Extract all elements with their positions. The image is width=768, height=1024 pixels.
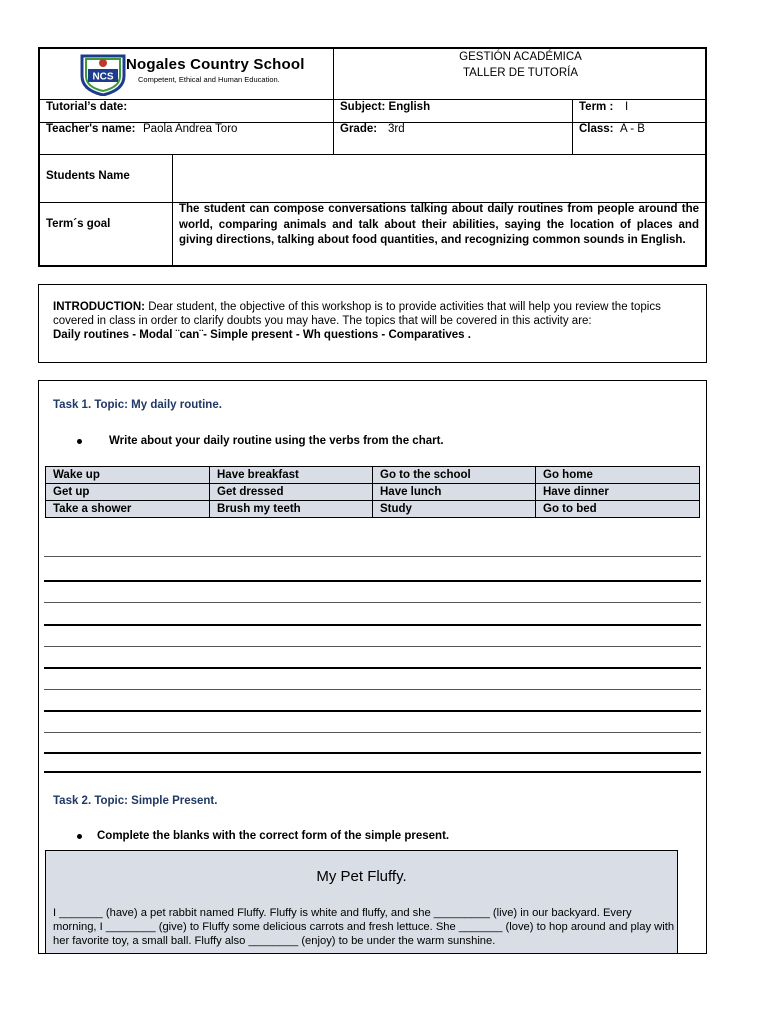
verb-cell: Study: [373, 501, 536, 518]
writing-line[interactable]: [44, 580, 701, 582]
class-value: A - B: [620, 123, 645, 135]
writing-line[interactable]: [44, 624, 701, 626]
tutorial-date-label: Tutorial’s date:: [46, 101, 128, 113]
grade-label: Grade:: [340, 123, 378, 135]
table-row: [46, 484, 700, 501]
writing-line[interactable]: [44, 732, 701, 733]
verb-cell: Have lunch: [373, 484, 536, 501]
task1-instruction: Write about your daily routine using the verbs from the chart.: [109, 435, 444, 447]
writing-line[interactable]: [44, 689, 701, 690]
grade-value: 3rd: [388, 123, 405, 135]
document-title-line1: GESTIÓN ACADÉMICA: [459, 51, 582, 63]
crest-icon: [78, 52, 128, 96]
term-goal-label: Term´s goal: [46, 218, 111, 230]
school-logo: [78, 52, 328, 96]
story-text: I _______ (have) a pet rabbit named Fluffy. Fluffy is white and fluffy, and she _________ (live) in our backyard. Every morning, I ________ (give) to Fluffy some delicious carrots and fresh lettuce. She _______ (love) to hop around and play with her favorite toy, a small ball. Fluffy also ________ (enjoy) to be under the warm sunshine.: [53, 907, 675, 947]
header-divider: [38, 99, 707, 100]
writing-line[interactable]: [44, 752, 701, 754]
verb-cell: Have dinner: [536, 484, 700, 501]
task2-instruction: Complete the blanks with the correct form of the simple present.: [97, 830, 450, 842]
verb-cell: Go home: [536, 467, 700, 484]
header-divider: [38, 154, 707, 155]
introduction-paragraph: [53, 300, 693, 342]
verb-cell: Wake up: [46, 467, 210, 484]
table-row: [46, 501, 700, 518]
story-title: My Pet Fluffy.: [316, 868, 407, 885]
writing-line[interactable]: [44, 602, 701, 603]
school-name: Nogales Country School: [126, 56, 305, 73]
header-divider: [333, 47, 334, 155]
document-title-line2: TALLER DE TUTORÍA: [462, 67, 579, 79]
header-divider: [572, 99, 573, 155]
teacher-value: Paola Andrea Toro: [143, 123, 238, 135]
term-goal-text: The student can compose conversations talking about daily routines from people around the world, comparing animals and talk about their abilities, saying the location of places and giving directions, talking about food quantities, and recognizing common sounds in English.: [179, 203, 699, 246]
introduction-text: Dear student, the objective of this workshop is to provide activities that will help you review the topics covered in class in order to clarify doubts you may have. The topics that will be covered in this activity are:: [53, 301, 661, 327]
task1-title: Task 1. Topic: My daily routine.: [53, 399, 222, 411]
bullet-icon: [77, 834, 82, 839]
writing-line[interactable]: [44, 710, 701, 712]
writing-line[interactable]: [44, 556, 701, 557]
subject-label: Subject: English: [340, 101, 431, 113]
introduction-topics: Daily routines - Modal ¨can¨- Simple present - Wh questions - Comparatives .: [53, 329, 471, 341]
term-value: I: [625, 101, 629, 113]
verbs-table: [45, 466, 700, 518]
writing-line[interactable]: [44, 646, 701, 647]
verb-cell: Brush my teeth: [210, 501, 373, 518]
writing-line[interactable]: [44, 771, 701, 773]
school-tagline: Competent, Ethical and Human Education.: [138, 75, 280, 84]
task2-title: Task 2. Topic: Simple Present.: [53, 795, 218, 807]
bullet-icon: [77, 439, 82, 444]
writing-line[interactable]: [44, 667, 701, 669]
verb-cell: Get dressed: [210, 484, 373, 501]
class-label: Class:: [579, 123, 614, 135]
table-row: [46, 467, 700, 484]
introduction-label: INTRODUCTION:: [53, 301, 145, 313]
header-divider: [172, 155, 173, 267]
students-name-label: Students Name: [46, 170, 130, 182]
verb-cell: Have breakfast: [210, 467, 373, 484]
term-label: Term :: [579, 101, 614, 113]
svg-text:NCS: NCS: [92, 71, 114, 83]
verb-cell: Go to the school: [373, 467, 536, 484]
verb-cell: Go to bed: [536, 501, 700, 518]
verb-cell: Take a shower: [46, 501, 210, 518]
verb-cell: Get up: [46, 484, 210, 501]
teacher-label: Teacher's name:: [46, 123, 136, 135]
